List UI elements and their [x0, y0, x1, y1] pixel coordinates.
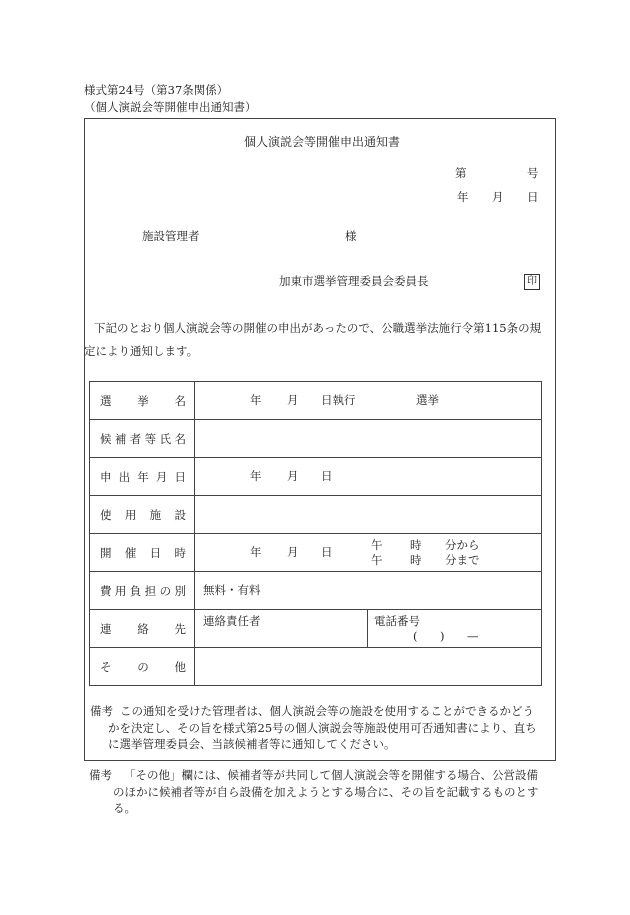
- form-subtitle: （個人演説会等開催申出通知書）: [84, 100, 257, 114]
- table-row: [90, 420, 542, 458]
- facility-field[interactable]: [195, 496, 542, 534]
- inner-note-line-2: かを決定し、その旨を様式第25号の個人演説会等施設使用可否通知書により、直ち: [108, 721, 537, 735]
- start-hour-unit: 時: [410, 538, 422, 552]
- label-cost: 費 用 負 担 の 別: [90, 572, 195, 610]
- sender-name: 加東市選挙管理委員会委員長: [279, 274, 429, 288]
- end-minute-unit: 分まで: [445, 553, 480, 567]
- contact-person-label: 連絡責任者: [203, 614, 261, 628]
- outer-note-line-2: のほかに候補者等が自ら設備を加えようとする場合に、その旨を記載するものとす: [113, 785, 539, 799]
- outer-note-label: 備考: [89, 768, 112, 782]
- election-suffix: 選挙: [416, 393, 439, 407]
- addressee-honorific: 様: [345, 229, 357, 243]
- seal-mark: 印: [524, 274, 540, 290]
- date-year: 年: [457, 190, 469, 204]
- outer-note-text-cont: [113, 784, 539, 816]
- date-month: 月: [492, 190, 504, 204]
- cost-field[interactable]: [195, 572, 542, 610]
- outer-note-text: [124, 767, 538, 783]
- day-unit: 日執行: [321, 393, 356, 407]
- number-prefix: 第: [455, 166, 467, 180]
- event-datetime-field[interactable]: [195, 534, 542, 572]
- start-ampm: 午: [371, 538, 383, 552]
- end-hour-unit: 時: [410, 553, 422, 567]
- cost-options: 無料・有料: [203, 583, 261, 597]
- year-unit: 年: [250, 545, 262, 559]
- table-row: [90, 534, 542, 572]
- start-minute-unit: 分から: [445, 538, 480, 552]
- phone-dash: —: [467, 629, 479, 643]
- candidate-name-field[interactable]: [195, 420, 542, 458]
- application-table: [89, 381, 542, 686]
- year-unit: 年: [250, 469, 262, 483]
- body-line-2: 定により通知します。: [84, 344, 199, 358]
- phone-close-paren: ): [440, 629, 445, 643]
- date-day: 日: [527, 190, 539, 204]
- application-date-field[interactable]: [195, 458, 542, 496]
- label-candidate-name: 候 補 者 等 氏 名: [90, 420, 195, 458]
- month-unit: 月: [287, 545, 299, 559]
- label-facility: 使 用 施 設: [90, 496, 195, 534]
- label-other: そ の 他: [90, 648, 195, 686]
- table-row: [90, 648, 542, 686]
- label-event-datetime: 開 催 日 時: [90, 534, 195, 572]
- phone-label: 電話番号: [374, 614, 420, 628]
- body-line-1: 下記のとおり個人演説会等の開催の申出があったので、公職選挙法施行令第115条の規: [94, 321, 542, 335]
- outer-note-line-1: 「その他」欄には、候補者等が共同して個人演説会等を開催する場合、公営設備: [124, 768, 538, 782]
- document-title: 個人演説会等開催申出通知書: [244, 135, 401, 149]
- other-field[interactable]: [195, 648, 542, 686]
- label-contact: 連 絡 先: [90, 610, 195, 648]
- label-application-date: 申 出 年 月 日: [90, 458, 195, 496]
- inner-note-text: [120, 703, 534, 719]
- month-unit: 月: [287, 393, 299, 407]
- form-number: 様式第24号（第37条関係）: [84, 83, 229, 97]
- inner-note-text-cont: [108, 720, 537, 752]
- election-name-field[interactable]: [195, 382, 542, 420]
- number-suffix: 号: [527, 166, 539, 180]
- addressee-label: 施設管理者: [142, 229, 200, 243]
- table-row: [90, 572, 542, 610]
- table-row: [90, 382, 542, 420]
- day-unit: 日: [321, 469, 333, 483]
- contact-field[interactable]: [195, 610, 542, 648]
- table-row: [90, 610, 542, 648]
- table-row: [90, 496, 542, 534]
- inner-note-line-3: に選挙管理委員会、当該候補者等に通知してください。: [108, 737, 396, 751]
- year-unit: 年: [250, 393, 262, 407]
- month-unit: 月: [287, 469, 299, 483]
- end-ampm: 午: [371, 553, 383, 567]
- day-unit: 日: [321, 545, 333, 559]
- inner-note-label: 備考: [90, 704, 113, 718]
- contact-divider: [367, 610, 368, 647]
- outer-note-line-3: る。: [113, 801, 136, 815]
- inner-note-line-1: この通知を受けた管理者は、個人演説会等の施設を使用することができるかどう: [120, 704, 534, 718]
- phone-open-paren: (: [413, 629, 418, 643]
- label-election-name: 選 挙 名: [90, 382, 195, 420]
- table-row: [90, 458, 542, 496]
